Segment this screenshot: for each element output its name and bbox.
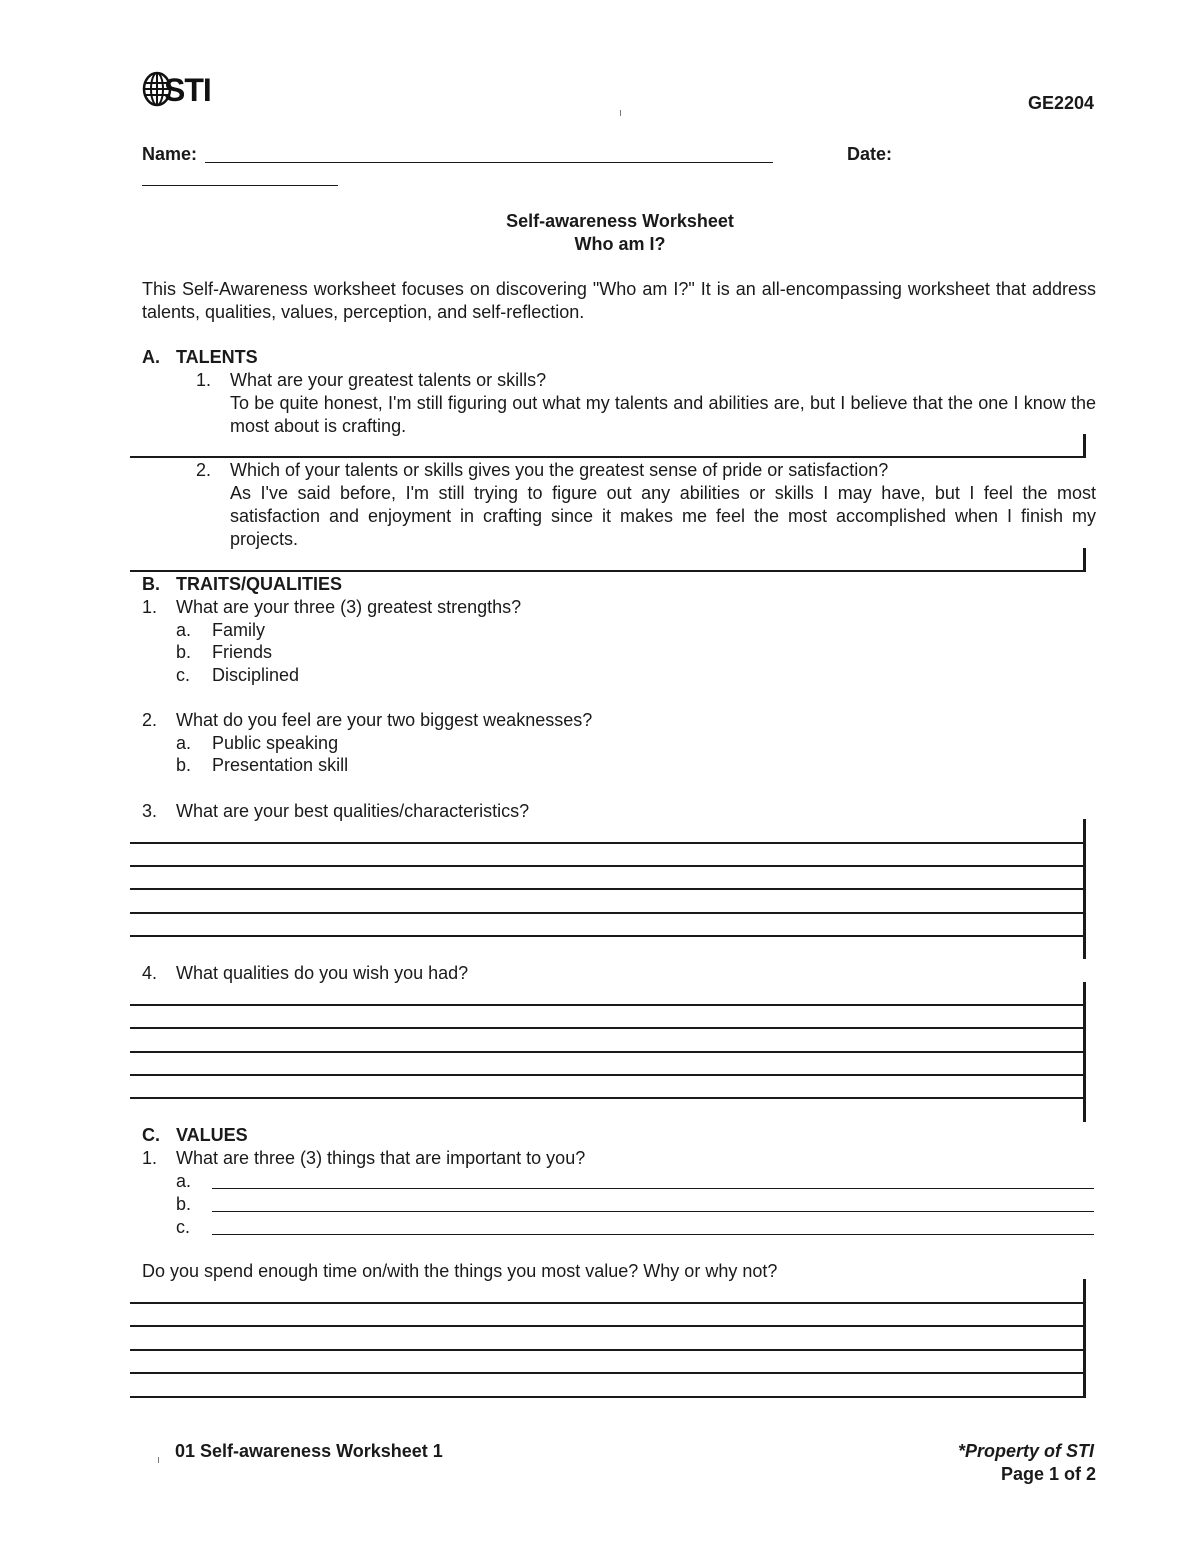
strength-item[interactable]: Family xyxy=(212,620,265,640)
b-q4-number: 4. xyxy=(142,963,158,983)
footer-property: *Property of STI xyxy=(957,1441,1094,1461)
list-item-marker: c. xyxy=(176,1217,191,1237)
section-b-letter: B. xyxy=(142,574,160,594)
a-q2-question: Which of your talents or skills gives you the greatest sense of pride or satisfaction? xyxy=(230,460,889,480)
b-q1-question: What are your three (3) greatest strengths? xyxy=(176,597,522,617)
section-c-letter: C. xyxy=(142,1125,160,1145)
b-q4-answer-line[interactable] xyxy=(130,1004,1086,1006)
worksheet-subtitle: Who am I? xyxy=(574,234,666,254)
footer-page-number: Page 1 of 2 xyxy=(1000,1464,1096,1484)
value-a-field[interactable] xyxy=(212,1188,1094,1189)
list-item-marker: b. xyxy=(176,1194,192,1214)
weakness-item[interactable]: Presentation skill xyxy=(212,755,349,775)
worksheet-title: Self-awareness Worksheet xyxy=(506,211,734,231)
date-label: Date: xyxy=(847,144,893,164)
section-a-letter: A. xyxy=(142,347,160,367)
c-q2-answer-line[interactable] xyxy=(130,1396,1086,1398)
footer-tick xyxy=(158,1457,159,1463)
b-q3-answer-line[interactable] xyxy=(130,865,1086,867)
footer-doc-title: 01 Self-awareness Worksheet 1 xyxy=(175,1441,443,1461)
center-tick xyxy=(620,110,621,116)
b-q3-question: What are your best qualities/characteristics? xyxy=(176,801,530,821)
b-q3-answer-line[interactable] xyxy=(130,842,1086,844)
weakness-item[interactable]: Public speaking xyxy=(212,733,339,753)
list-item-marker: a. xyxy=(176,1171,192,1191)
a-q1-answer-border xyxy=(1083,434,1086,458)
b-q4-answer-line[interactable] xyxy=(130,1051,1086,1053)
sti-logo-text: STI xyxy=(164,72,211,108)
name-label: Name: xyxy=(142,144,198,164)
intro-paragraph: This Self-Awareness worksheet focuses on discovering "Who am I?" It is an all-encompassing worksheet that address talents, qualities, values, perception, and self-reflection. xyxy=(142,279,1096,322)
a-q1-question: What are your greatest talents or skills? xyxy=(230,370,547,390)
course-code: GE2204 xyxy=(1028,93,1095,113)
value-c-field[interactable] xyxy=(212,1234,1094,1235)
list-item-marker: a. xyxy=(176,733,192,753)
b-q2-number: 2. xyxy=(142,710,158,730)
a-q2-answer-border xyxy=(1083,548,1086,572)
b-q3-answer-line[interactable] xyxy=(130,935,1086,937)
list-item-marker: b. xyxy=(176,642,192,662)
b-q4-answer-line[interactable] xyxy=(130,1027,1086,1029)
section-b-heading: TRAITS/QUALITIES xyxy=(176,574,342,594)
c-q2-question: Do you spend enough time on/with the things you most value? Why or why not? xyxy=(142,1261,778,1281)
section-c-heading: VALUES xyxy=(176,1125,248,1145)
a-q2-answer[interactable]: As I've said before, I'm still trying to figure out any abilities or skills I may have, but I feel the most satisfaction and enjoyment in crafting since it makes me feel the most accomplished when I finish my projects. xyxy=(230,483,1096,549)
a-q2-number: 2. xyxy=(196,460,212,480)
c-q2-answer-border xyxy=(1083,1279,1086,1398)
a-q1-number: 1. xyxy=(196,370,212,390)
c-q1-number: 1. xyxy=(142,1148,158,1168)
strength-item[interactable]: Disciplined xyxy=(212,665,300,685)
date-field[interactable] xyxy=(142,185,338,186)
c-q1-question: What are three (3) things that are important to you? xyxy=(176,1148,586,1168)
section-a-heading: TALENTS xyxy=(176,347,258,367)
c-q2-answer-line[interactable] xyxy=(130,1302,1086,1304)
c-q2-answer-line[interactable] xyxy=(130,1372,1086,1374)
b-q2-question: What do you feel are your two biggest weaknesses? xyxy=(176,710,593,730)
value-b-field[interactable] xyxy=(212,1211,1094,1212)
a-q2-answer-line xyxy=(130,570,1086,572)
c-q2-answer-line[interactable] xyxy=(130,1325,1086,1327)
b-q4-question: What qualities do you wish you had? xyxy=(176,963,469,983)
name-field[interactable] xyxy=(205,162,773,163)
list-item-marker: c. xyxy=(176,665,191,685)
b-q3-number: 3. xyxy=(142,801,158,821)
b-q4-answer-line[interactable] xyxy=(130,1097,1086,1099)
c-q2-answer-line[interactable] xyxy=(130,1349,1086,1351)
list-item-marker: a. xyxy=(176,620,192,640)
b-q3-answer-line[interactable] xyxy=(130,912,1086,914)
a-q1-answer[interactable]: To be quite honest, I'm still figuring out what my talents and abilities are, but I believe that the one I know the most about is crafting. xyxy=(230,393,1096,436)
list-item-marker: b. xyxy=(176,755,192,775)
a-q1-answer-line xyxy=(130,456,1086,458)
b-q4-answer-line[interactable] xyxy=(130,1074,1086,1076)
b-q1-number: 1. xyxy=(142,597,158,617)
b-q3-answer-line[interactable] xyxy=(130,888,1086,890)
strength-item[interactable]: Friends xyxy=(212,642,273,662)
